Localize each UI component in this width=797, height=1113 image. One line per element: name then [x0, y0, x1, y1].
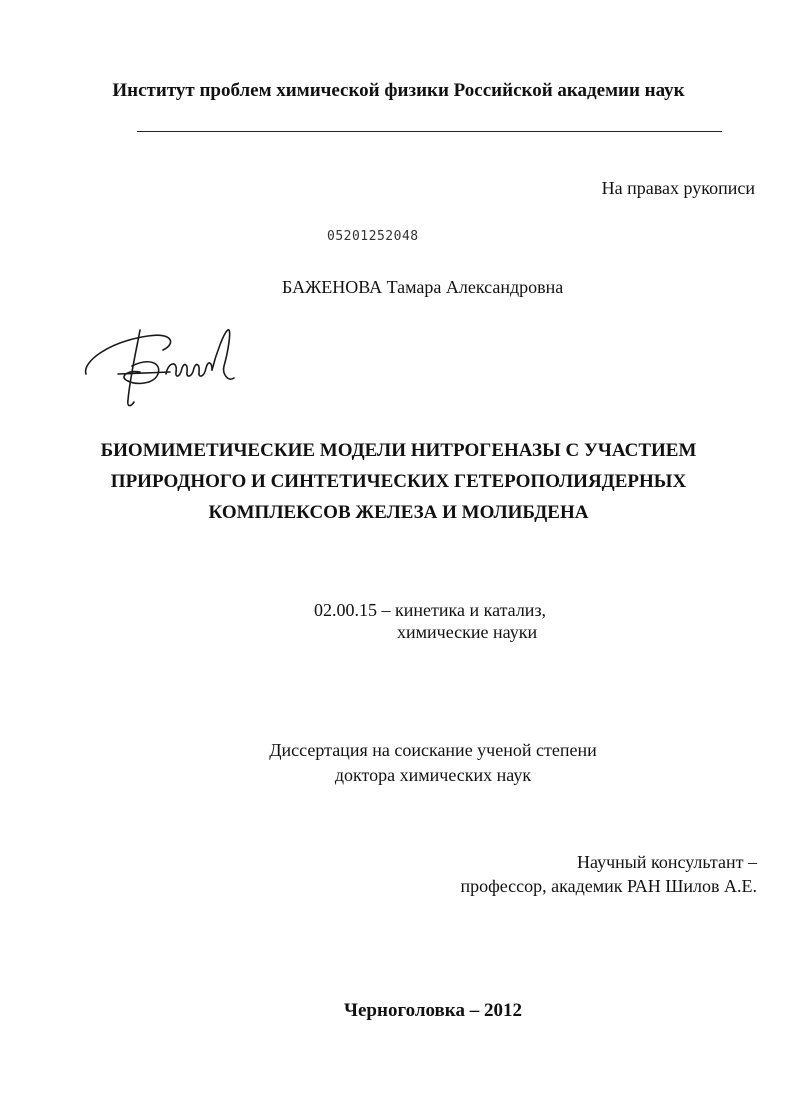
- degree-line-2: доктора химических наук: [334, 765, 532, 785]
- author-name: БАЖЕНОВА Тамара Александровна: [282, 277, 564, 297]
- scientific-consultant: [460, 850, 757, 898]
- title-line-1: БИОМИМЕТИЧЕСКИЕ МОДЕЛИ НИТРОГЕНАЗЫ С УЧАСТИЕМ: [100, 440, 697, 461]
- degree-line-1: Диссертация на соискание ученой степени: [269, 740, 597, 760]
- header-divider: [137, 131, 722, 132]
- specialty-line-1: 02.00.15 – кинетика и катализ,: [314, 600, 547, 620]
- institute-name: Институт проблем химической физики Российской академии наук: [112, 80, 685, 101]
- specialty-line-2: химические науки: [397, 622, 538, 642]
- title-line-3: КОМПЛЕКСОВ ЖЕЛЕЗА И МОЛИБДЕНА: [208, 502, 589, 523]
- consultant-line-2: профессор, академик РАН Шилов А.Е.: [460, 876, 757, 896]
- consultant-line-1: Научный консультант –: [577, 852, 757, 872]
- degree-statement: [0, 738, 797, 788]
- place-and-year: Черноголовка – 2012: [344, 1000, 522, 1021]
- title-line-2: ПРИРОДНОГО И СИНТЕТИЧЕСКИХ ГЕТЕРОПОЛИЯДЕРНЫХ: [110, 471, 687, 492]
- rights-note: На правах рукописи: [601, 178, 755, 198]
- dissertation-title: [0, 435, 797, 528]
- registration-stamp-number: 05201252048: [327, 229, 419, 244]
- author-signature: [78, 322, 248, 412]
- specialty-code: [314, 599, 546, 643]
